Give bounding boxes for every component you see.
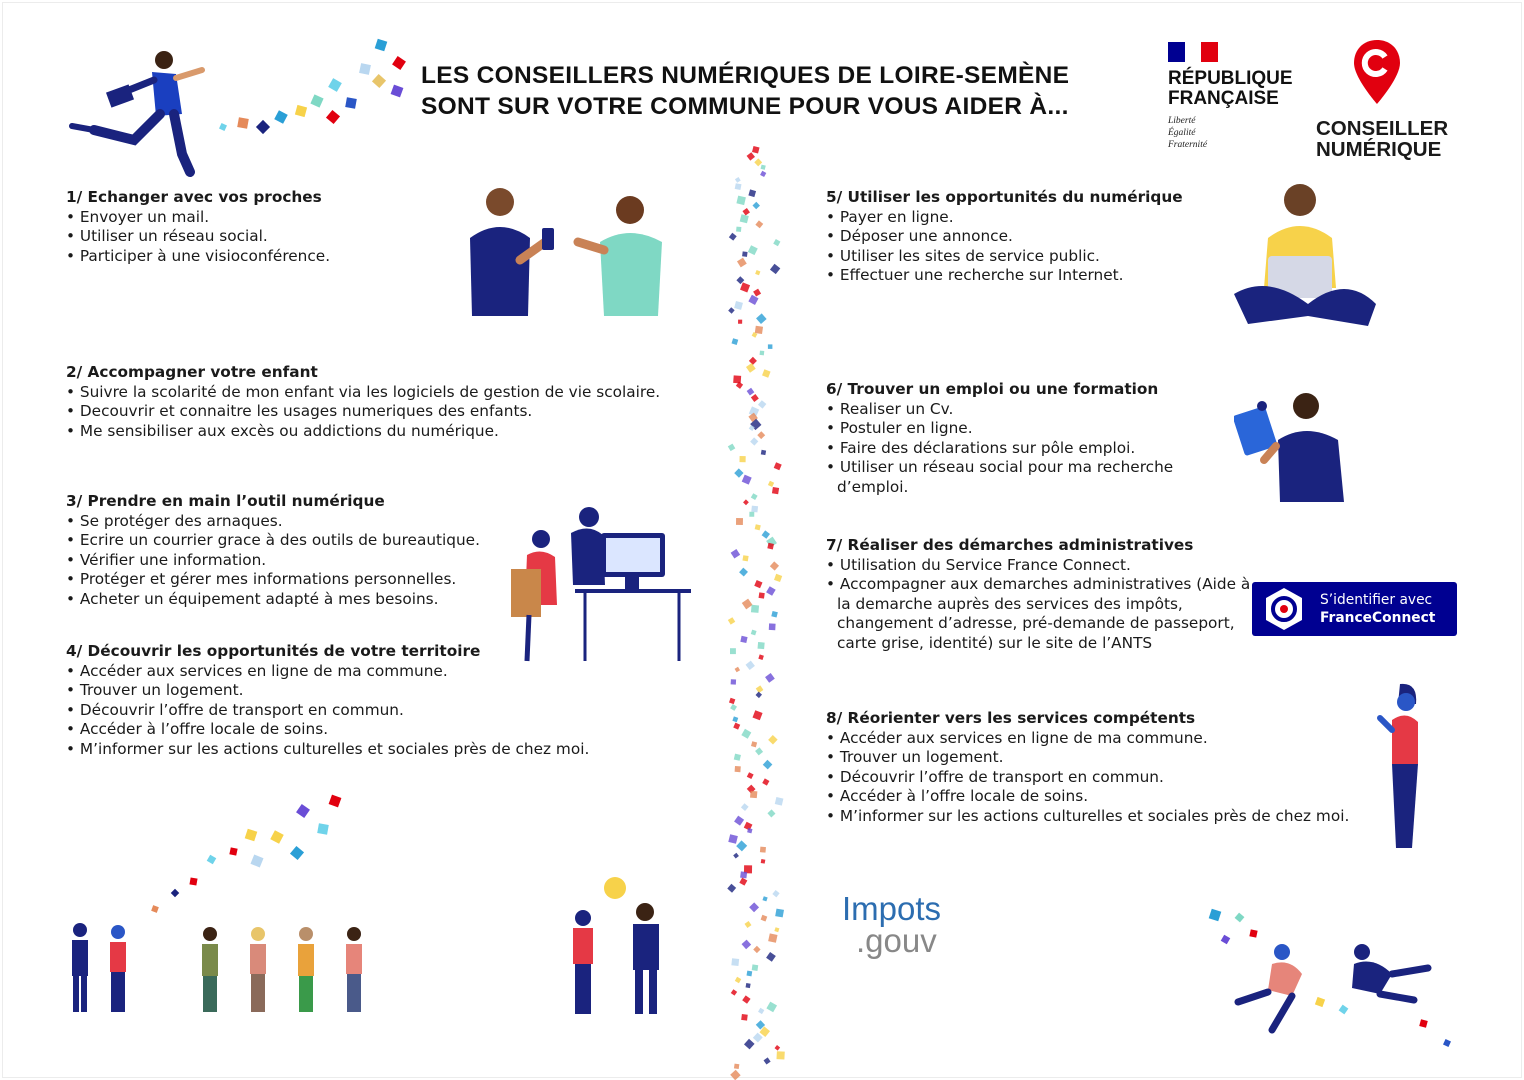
republique-line-2: FRANÇAISE [1168, 88, 1279, 109]
confetti-dot [730, 1070, 740, 1080]
list-item: • Accéder aux services en ligne de ma commune. [826, 729, 1349, 749]
confetti-dot [761, 165, 766, 170]
confetti-dot [729, 698, 735, 704]
list-item: • Accompagner aux demarches administratives (Aide à la demarche auprès des services des impôts, changement d’adresse, pré-demande de passeport, carte grise, identité) sur le site de l’ANTS [826, 575, 1251, 653]
man-with-laptop-illustration [1228, 178, 1382, 348]
confetti-dot [760, 171, 766, 177]
section-6 [826, 380, 1196, 498]
confetti-dot [761, 915, 768, 922]
list-item: • Acheter un équipement adapté à mes besoins. [66, 590, 480, 610]
confetti-square [1249, 929, 1257, 937]
confetti-dot [731, 958, 739, 966]
confetti-dot [733, 853, 739, 859]
marianne-flag-icon [1168, 42, 1218, 62]
confetti-dot [740, 636, 747, 643]
confetti-dot [734, 1064, 739, 1069]
list-item: • Utilisation du Service France Connect. [826, 556, 1251, 576]
confetti-dot [769, 623, 776, 630]
confetti-dot [760, 847, 766, 853]
confetti-dot [730, 648, 736, 654]
confetti-square [237, 117, 249, 129]
confetti-dot [728, 834, 738, 844]
confetti-dot [747, 772, 754, 779]
confetti-dot [755, 524, 761, 530]
confetti-dot [755, 747, 763, 755]
list-item: • Realiser un Cv. [826, 400, 1196, 420]
section-3-title: 3/ Prendre en main l’outil numérique [66, 492, 385, 510]
confetti-dot [775, 909, 784, 918]
section-8 [826, 709, 1349, 827]
confetti-dot [749, 902, 759, 912]
republique-motto [1168, 115, 1293, 151]
list-item: • Envoyer un mail. [66, 208, 330, 228]
list-item: • M’informer sur les actions culturelles et sociales près de chez moi. [66, 740, 589, 760]
confetti-dot [751, 741, 757, 747]
confetti-dot [731, 989, 737, 995]
confetti-dot [751, 630, 757, 636]
list-item: • Accéder à l’offre locale de soins. [66, 720, 589, 740]
confetti-dot [753, 710, 763, 720]
confetti-square [229, 847, 237, 855]
confetti-dot [751, 394, 759, 402]
confetti-dot [767, 543, 774, 550]
confetti-dot [746, 661, 755, 670]
confetti-dot [757, 431, 765, 439]
confetti-dot [761, 450, 766, 455]
confetti-dot [766, 952, 776, 962]
impots-line-2: .gouv [856, 922, 937, 959]
confetti-dot [775, 1045, 781, 1051]
republique-name [1168, 69, 1293, 109]
confetti-dot [740, 282, 750, 292]
walking-people-illustration [62, 920, 402, 1020]
list-item: • Ecrire un courrier grace à des outils de bureautique. [66, 531, 480, 551]
list-item: • Trouver un logement. [826, 748, 1349, 768]
confetti-dot [732, 338, 739, 345]
confetti-dot [752, 964, 759, 971]
section-5-title: 5/ Utiliser les opportunités du numérique [826, 188, 1183, 206]
confetti-dot [747, 152, 755, 160]
title-line-1: LES CONSEILLERS NUMÉRIQUES DE LOIRE-SEMÈNE [421, 62, 1070, 89]
title-line-2: SONT SUR VOTRE COMMUNE POUR VOUS AIDER À... [421, 93, 1069, 120]
confetti-dot [736, 840, 747, 851]
confetti-column-decoration [722, 140, 792, 1080]
woman-with-phone-illustration [1372, 680, 1436, 854]
confetti-dot [739, 456, 745, 462]
confetti-dot [742, 599, 753, 610]
confetti-dot [752, 146, 760, 154]
confetti-dot [772, 487, 779, 494]
section-3 [66, 492, 480, 610]
list-item: • Vérifier une information. [66, 551, 480, 571]
franceconnect-icon [1260, 585, 1308, 633]
confetti-dot [765, 673, 775, 683]
confetti-dot [728, 617, 735, 624]
confetti-dot [768, 481, 774, 487]
confetti-dot [759, 592, 765, 598]
confetti-dot [748, 295, 758, 305]
running-man-illustration [64, 44, 214, 184]
confetti-dot [758, 400, 766, 408]
section-2 [66, 363, 660, 441]
confetti-dot [746, 363, 756, 373]
confetti-dot [753, 289, 761, 297]
list-item: • Découvrir l’offre de transport en commun. [66, 701, 589, 721]
lightbulb-idea-illustration [565, 872, 685, 1018]
confetti-dot [768, 344, 773, 349]
confetti-dot [742, 208, 750, 216]
confetti-dot [758, 642, 765, 649]
list-item: • Accéder à l’offre locale de soins. [826, 787, 1349, 807]
section-7 [826, 536, 1251, 654]
confetti-dot [758, 1008, 764, 1014]
confetti-dot [776, 1051, 784, 1059]
confetti-dot [775, 797, 784, 806]
man-with-cv-illustration [1234, 390, 1354, 505]
section-8-title: 8/ Réorienter vers les services compétents [826, 709, 1196, 727]
list-item: • Participer à une visioconférence. [66, 247, 330, 267]
two-people-talking-illustration [450, 180, 680, 320]
confetti-dot [731, 679, 736, 684]
confetti-dot [735, 183, 742, 190]
confetti-dot [760, 351, 765, 356]
confetti-dot [736, 196, 745, 205]
confetti-dot [750, 437, 758, 445]
confetti-dot [774, 927, 779, 932]
confetti-dot [755, 220, 763, 228]
section-5 [826, 188, 1183, 286]
confetti-dot [741, 1014, 748, 1021]
confetti-dot [756, 313, 767, 324]
confetti-dot [734, 816, 744, 826]
list-item: • Faire des déclarations sur pôle emploi. [826, 439, 1196, 459]
republique-francaise-logo [1168, 42, 1293, 151]
conseiller-line-2: NUMÉRIQUE [1316, 138, 1442, 161]
conseiller-line-1: CONSEILLER [1316, 117, 1449, 140]
motto-liberte: Liberté [1168, 116, 1196, 126]
confetti-dot [748, 245, 758, 255]
franceconnect-button[interactable] [1252, 582, 1457, 636]
impots-gouv-logo [842, 890, 942, 959]
confetti-dot [755, 326, 763, 334]
confetti-dot [750, 791, 757, 798]
confetti-dot [733, 375, 741, 383]
confetti-dot [766, 1002, 777, 1013]
confetti-dot [747, 388, 755, 396]
confetti-dot [772, 890, 779, 897]
confetti-dot [741, 729, 751, 739]
confetti-dot [754, 158, 762, 166]
confetti-dot [762, 530, 770, 538]
confetti-dot [739, 878, 747, 886]
confetti-dot [742, 995, 750, 1003]
confetti-dot [732, 716, 738, 722]
confetti-dot [752, 202, 759, 209]
section-1 [66, 188, 330, 266]
confetti-dot [762, 896, 767, 901]
confetti-dot [770, 561, 779, 570]
confetti-dot [742, 251, 747, 256]
confetti-dot [740, 871, 747, 878]
confetti-dot [761, 859, 766, 864]
people-at-computer-illustration [505, 505, 695, 665]
motto-egalite: Égalité [1168, 128, 1196, 138]
confetti-dot [727, 884, 736, 893]
confetti-dot [731, 549, 741, 559]
confetti-dot [744, 1039, 755, 1050]
list-item: • Payer en ligne. [826, 208, 1183, 228]
franceconnect-line-2: FranceConnect [1320, 610, 1436, 626]
confetti-dot [733, 723, 740, 730]
confetti-dot [738, 320, 742, 324]
confetti-dot [737, 258, 747, 268]
list-item: • Decouvrir et connaitre les usages numeriques des enfants. [66, 402, 660, 422]
confetti-dot [751, 605, 759, 613]
confetti-dot [728, 307, 734, 313]
confetti-dot [736, 518, 743, 525]
conseiller-numerique-logo [1316, 38, 1449, 161]
confetti-dot [748, 189, 756, 197]
section-1-title: 1/ Echanger avec vos proches [66, 188, 322, 206]
list-item: • Utiliser un réseau social pour ma recherche d’emploi. [826, 458, 1196, 497]
motto-fraternite: Fraternité [1168, 140, 1208, 150]
confetti-dot [730, 704, 737, 711]
confetti-dot [762, 778, 769, 785]
confetti-dot [735, 177, 741, 183]
confetti-dot [747, 971, 753, 977]
list-item: • Utiliser un réseau social. [66, 227, 330, 247]
list-item: • Suivre la scolarité de mon enfant via les logiciels de gestion de vie scolaire. [66, 383, 660, 403]
list-item: • Protéger et gérer mes informations personnelles. [66, 570, 480, 590]
franceconnect-line-1: S’identifier avec [1320, 592, 1433, 608]
list-item: • Découvrir l’offre de transport en commun. [826, 768, 1349, 788]
confetti-dot [753, 946, 760, 953]
confetti-dot [763, 760, 773, 770]
section-2-title: 2/ Accompagner votre enfant [66, 363, 318, 381]
confetti-dot [740, 214, 749, 223]
list-item: • Effectuer une recherche sur Internet. [826, 266, 1183, 286]
confetti-square [317, 823, 329, 835]
confetti-dot [766, 586, 776, 596]
confetti-dot [728, 444, 736, 452]
confetti-dot [762, 369, 771, 378]
confetti-dot [770, 264, 780, 274]
list-item: • Postuler en ligne. [826, 419, 1196, 439]
confetti-dot [734, 301, 743, 310]
list-item: • Déposer une annonce. [826, 227, 1183, 247]
confetti-dot [768, 933, 777, 942]
confetti-dot [745, 921, 752, 928]
confetti-dot [746, 983, 751, 988]
confetti-dot [774, 574, 782, 582]
confetti-dot [739, 568, 748, 577]
confetti-dot [749, 512, 754, 517]
confetti-dot [743, 499, 749, 505]
list-item: • Se protéger des arnaques. [66, 512, 480, 532]
confetti-square [345, 97, 357, 109]
confetti-dot [753, 1033, 763, 1043]
confetti-square [189, 877, 197, 885]
confetti-dot [741, 803, 749, 811]
confetti-dot [749, 357, 757, 365]
confetti-dot [729, 233, 737, 241]
section-7-title: 7/ Réaliser des démarches administratives [826, 536, 1194, 554]
confetti-dot [735, 667, 740, 672]
confetti-dot [768, 735, 777, 744]
impots-line-1: Impots [842, 890, 942, 927]
confetti-square [359, 63, 371, 75]
confetti-dot [742, 475, 752, 485]
confetti-dot [751, 506, 758, 513]
confetti-dot [756, 692, 762, 698]
confetti-dot [774, 462, 782, 470]
list-item: • Utiliser les sites de service public. [826, 247, 1183, 267]
confetti-dot [734, 468, 743, 477]
list-item: • M’informer sur les actions culturelles et sociales près de chez moi. [826, 807, 1349, 827]
confetti-dot [773, 239, 780, 246]
section-6-title: 6/ Trouver un emploi ou une formation [826, 380, 1159, 398]
confetti-dot [764, 1057, 771, 1064]
confetti-dot [735, 977, 741, 983]
republique-line-1: RÉPUBLIQUE [1168, 68, 1293, 89]
confetti-dot [736, 227, 741, 232]
list-item: • Accéder aux services en ligne de ma commune. [66, 662, 589, 682]
list-item: • Me sensibiliser aux excès ou addictions du numérique. [66, 422, 660, 442]
confetti-dot [767, 809, 775, 817]
confetti-dot [755, 270, 760, 275]
confetti-dot [734, 754, 741, 761]
confetti-dot [758, 654, 764, 660]
confetti-dot [756, 685, 764, 693]
confetti-dot [742, 940, 752, 950]
confetti-dot [735, 766, 741, 772]
section-4-title: 4/ Découvrir les opportunités de votre territoire [66, 642, 481, 660]
confetti-dot [742, 555, 748, 561]
page-title [421, 60, 1069, 122]
confetti-dot [771, 611, 778, 618]
confetti-dot [751, 493, 758, 500]
confetti-dot [754, 580, 762, 588]
map-pin-icon [1352, 38, 1402, 108]
list-item: • Trouver un logement. [66, 681, 589, 701]
